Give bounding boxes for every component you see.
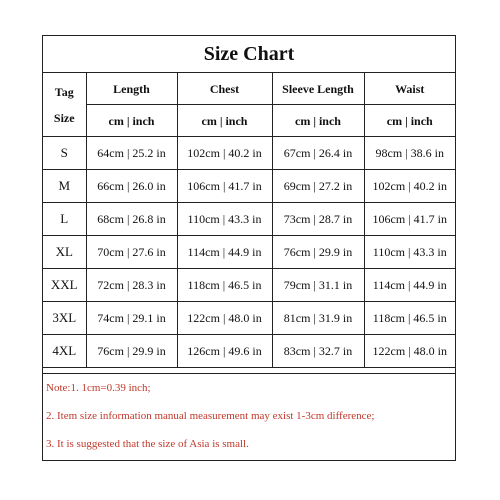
chest-cell: 102cm | 40.2 in <box>177 137 272 170</box>
unit-header-chest: cm | inch <box>177 105 272 137</box>
waist-cell: 106cm | 41.7 in <box>364 203 455 236</box>
waist-cell: 98cm | 38.6 in <box>364 137 455 170</box>
sleeve-cell: 79cm | 31.1 in <box>272 269 364 302</box>
length-cell: 72cm | 28.3 in <box>86 269 177 302</box>
chest-cell: 114cm | 44.9 in <box>177 236 272 269</box>
note-conversion: Note:1. 1cm=0.39 inch; <box>46 382 151 394</box>
length-cell: 76cm | 29.9 in <box>86 335 177 368</box>
chest-cell: 122cm | 48.0 in <box>177 302 272 335</box>
unit-row <box>43 105 455 137</box>
sleeve-cell: 69cm | 27.2 in <box>272 170 364 203</box>
chest-cell: 118cm | 46.5 in <box>177 269 272 302</box>
chest-cell: 110cm | 43.3 in <box>177 203 272 236</box>
column-header-waist: Waist <box>364 73 455 105</box>
size-chart-frame <box>42 35 456 461</box>
note-measurement: 2. Item size information manual measurement may exist 1-3cm difference; <box>46 410 375 422</box>
sleeve-cell: 73cm | 28.7 in <box>272 203 364 236</box>
waist-cell: 122cm | 48.0 in <box>364 335 455 368</box>
chest-cell: 126cm | 49.6 in <box>177 335 272 368</box>
column-header-sleeve-length: Sleeve Length <box>272 73 364 105</box>
sleeve-cell: 83cm | 32.7 in <box>272 335 364 368</box>
table-row <box>43 236 455 269</box>
sleeve-cell: 81cm | 31.9 in <box>272 302 364 335</box>
column-header-chest: Chest <box>177 73 272 105</box>
length-cell: 68cm | 26.8 in <box>86 203 177 236</box>
size-cell: XXL <box>43 269 86 302</box>
length-cell: 64cm | 25.2 in <box>86 137 177 170</box>
chest-cell: 106cm | 41.7 in <box>177 170 272 203</box>
table-row <box>43 203 455 236</box>
unit-header-waist: cm | inch <box>364 105 455 137</box>
sleeve-cell: 67cm | 26.4 in <box>272 137 364 170</box>
table-row <box>43 302 455 335</box>
size-cell: 3XL <box>43 302 86 335</box>
size-cell: 4XL <box>43 335 86 368</box>
header-row <box>43 73 455 105</box>
table-row <box>43 335 455 368</box>
waist-cell: 114cm | 44.9 in <box>364 269 455 302</box>
tag-size-header <box>43 73 86 137</box>
length-cell: 70cm | 27.6 in <box>86 236 177 269</box>
column-header-length: Length <box>86 73 177 105</box>
size-cell: S <box>43 137 86 170</box>
size-cell: M <box>43 170 86 203</box>
notes-section <box>43 373 455 458</box>
waist-cell: 110cm | 43.3 in <box>364 236 455 269</box>
sleeve-cell: 76cm | 29.9 in <box>272 236 364 269</box>
length-cell: 74cm | 29.1 in <box>86 302 177 335</box>
tag-header-line1: Tag <box>54 84 74 99</box>
unit-header-length: cm | inch <box>86 105 177 137</box>
size-chart-table <box>43 36 455 368</box>
note-asia-size: 3. It is suggested that the size of Asia is small. <box>46 438 249 450</box>
size-cell: L <box>43 203 86 236</box>
table-row <box>43 137 455 170</box>
size-cell: XL <box>43 236 86 269</box>
page-title: Size Chart <box>43 36 455 73</box>
title-row <box>43 36 455 73</box>
table-row <box>43 170 455 203</box>
length-cell: 66cm | 26.0 in <box>86 170 177 203</box>
table-row <box>43 269 455 302</box>
waist-cell: 118cm | 46.5 in <box>364 302 455 335</box>
waist-cell: 102cm | 40.2 in <box>364 170 455 203</box>
tag-header-line2: Size <box>53 110 75 125</box>
unit-header-sleeve-length: cm | inch <box>272 105 364 137</box>
